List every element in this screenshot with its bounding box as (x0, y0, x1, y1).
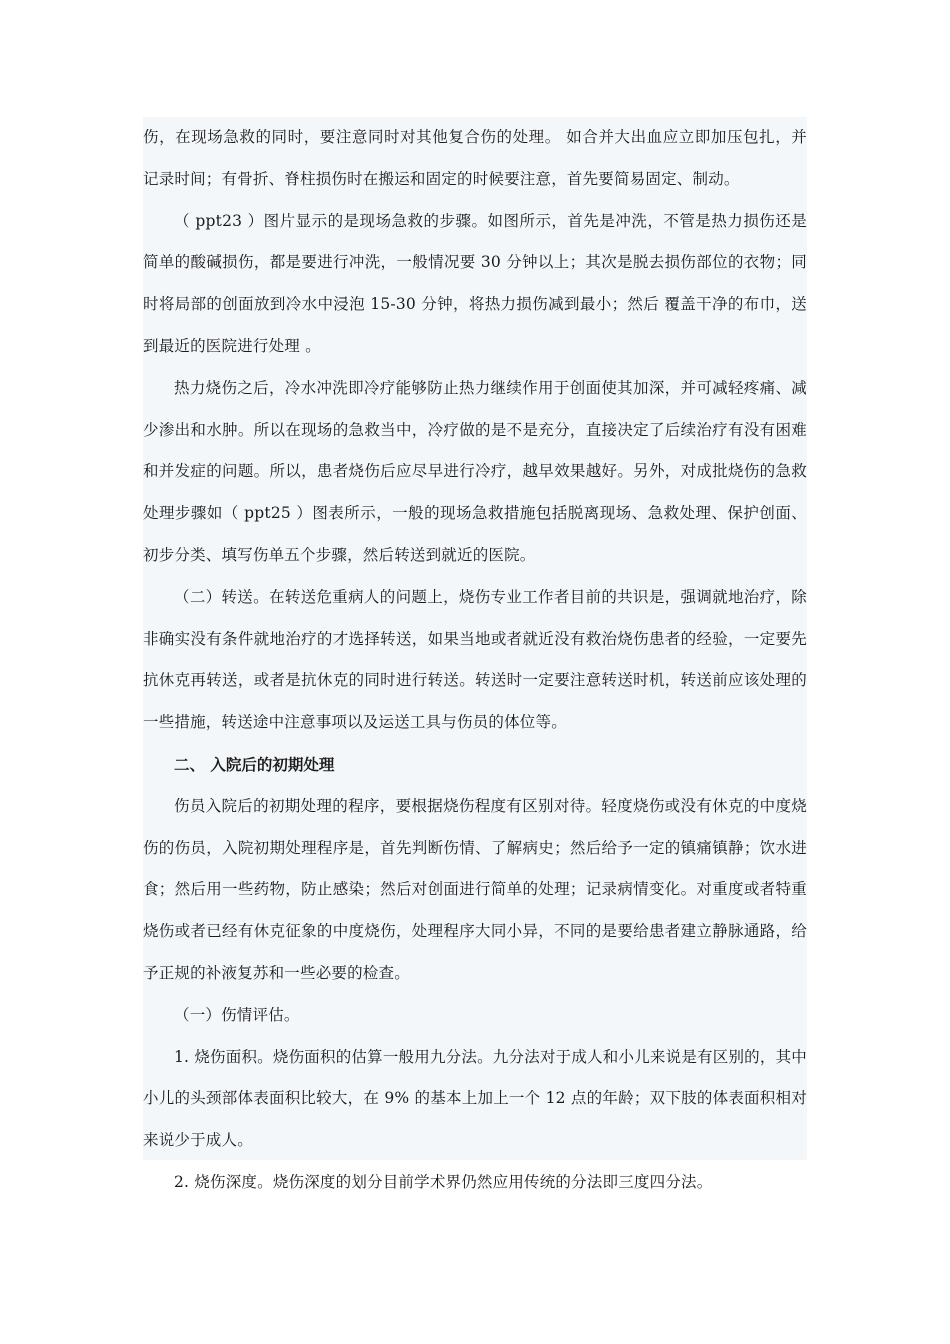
paragraph-burn-depth: 2. 烧伤深度。烧伤深度的划分目前学术界仍然应用传统的分法即三度四分法。 (174, 1172, 713, 1191)
document-body (143, 117, 807, 1191)
paragraph-admission: 伤员入院后的初期处理的程序，要根据烧伤程度有区别对待。轻度烧伤或没有休克的中度烧伤的伤员，入院初期处理程序是，首先判断伤情、了解病史；然后给予一定的镇痛镇静；饮水进食；然后用一些药物，防止感染；然后对创面进行简单的处理；记录病情变化。对重度或者特重烧伤或者已经有休克征象的中度烧伤，处理程序大同小异，不同的是要给患者建立静脉通路，给予正规的补液复苏和一些必要的检查。 (143, 796, 807, 982)
paragraph-injury-assessment: （一）伤情评估。 (174, 1005, 300, 1024)
paragraph-cold-therapy: 热力烧伤之后，冷水冲洗即冷疗能够防止热力继续作用于创面使其加深，并可减轻疼痛、减少渗出和水肿。所以在现场的急救当中，冷疗做的是不是充分，直接决定了后续治疗有没有困难和并发症的问题。所以，患者烧伤后应尽早进行冷疗，越早效果越好。另外，对成批烧伤的急救处理步骤如（ ppt25 ）图表所示，一般的现场急救措施包括脱离现场、急救处理、保护创面、初步分类、填写伤单五个步骤，然后转送到就近的医院。 (143, 378, 807, 564)
paragraph-transfer: （二）转送。在转送危重病人的问题上，烧伤专业工作者目前的共识是，强调就地治疗，除非确实没有条件就地治疗的才选择转送，如果当地或者就近没有救治烧伤患者的经验，一定要先抗休克再转送，或者是抗休克的同时进行转送。转送时一定要注意转送时机，转送前应该处理的一些措施，转送途中注意事项以及运送工具与伤员的体位等。 (143, 587, 807, 732)
section-heading: 二、 入院后的初期处理 (174, 754, 335, 774)
paragraph-burn-area: 1. 烧伤面积。烧伤面积的估算一般用九分法。九分法对于成人和小儿来说是有区别的，其中小儿的头颈部体表面积比较大，在 9% 的基本上加上一个 12 点的年龄；双下肢的体表面积相对来说少于成人。 (143, 1047, 807, 1150)
paragraph-ppt23-steps: （ ppt23 ）图片显示的是现场急救的步骤。如图所示，首先是冲洗，不管是热力损伤还是简单的酸碱损伤，都是要进行冲洗，一般情况要 30 分钟以上；其次是脱去损伤部位的衣物；同时将局部的创面放到冷水中浸泡 15-30 分钟，将热力损伤减到最小；然后 覆盖干净的布巾，送到最近的医院进行处理 。 (143, 211, 807, 355)
paragraph-continuation: 伤，在现场急救的同时，要注意同时对其他复合伤的处理。 如合并大出血应立即加压包扎，并记录时间；有骨折、脊柱损伤时在搬运和固定的时候要注意，首先要简易固定、制动。 (143, 128, 807, 188)
